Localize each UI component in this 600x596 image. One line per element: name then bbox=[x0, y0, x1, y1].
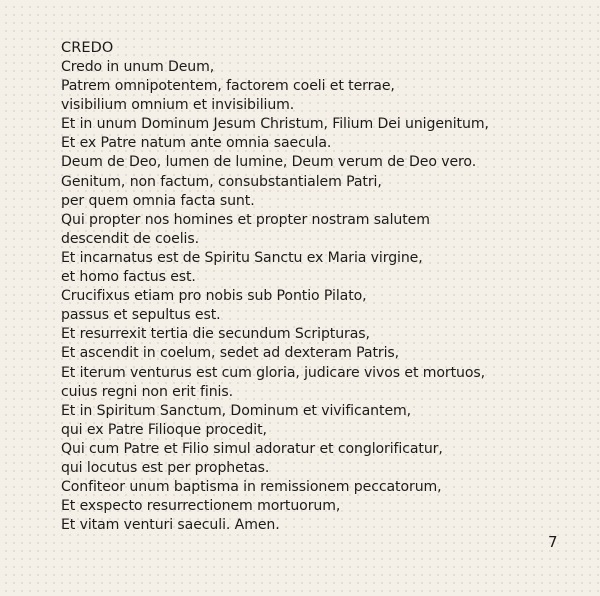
text-line: cuius regni non erit finis. bbox=[61, 383, 233, 400]
text-line: descendit de coelis. bbox=[61, 230, 199, 247]
text-line: Et ascendit in coelum, sedet ad dexteram Patris, bbox=[61, 345, 400, 362]
text-line: Et vitam venturi saeculi. Amen. bbox=[61, 517, 280, 534]
text-line: Deum de Deo, lumen de lumine, Deum verum de Deo vero. bbox=[61, 154, 477, 171]
page-number: 7 bbox=[548, 533, 558, 551]
text-line: Qui propter nos homines et propter nostram salutem bbox=[61, 211, 430, 228]
text-line: visibilium omnium et invisibilium. bbox=[61, 97, 295, 114]
text-line: Et resurrexit tertia die secundum Scripturas, bbox=[61, 326, 370, 343]
text-line: Et iterum venturus est cum gloria, judicare vivos et mortuos, bbox=[61, 364, 486, 381]
text-line: Et exspecto resurrectionem mortuorum, bbox=[61, 498, 341, 515]
text-line: Genitum, non factum, consubstantialem Patri, bbox=[61, 173, 382, 190]
text-line: Et in unum Dominum Jesum Christum, Filium Dei unigenitum, bbox=[61, 116, 489, 133]
text-line: Crucifixus etiam pro nobis sub Pontio Pilato, bbox=[61, 288, 367, 305]
section-heading: CREDO bbox=[61, 40, 114, 56]
text-line: Qui cum Patre et Filio simul adoratur et conglorificatur, bbox=[61, 440, 443, 457]
text-line: per quem omnia facta sunt. bbox=[61, 192, 255, 209]
text-line: Confiteor unum baptisma in remissionem peccatorum, bbox=[61, 479, 442, 496]
text-line: et homo factus est. bbox=[61, 269, 196, 286]
text-line: qui ex Patre Filioque procedit, bbox=[61, 421, 267, 438]
text-line: Et in Spiritum Sanctum, Dominum et vivificantem, bbox=[61, 402, 412, 419]
text-line: Et ex Patre natum ante omnia saecula. bbox=[61, 135, 332, 152]
text-line: qui locutus est per prophetas. bbox=[61, 459, 270, 476]
text-line: passus et sepultus est. bbox=[61, 307, 221, 324]
text-line: Et incarnatus est de Spiritu Sanctu ex Maria virgine, bbox=[61, 249, 423, 266]
text-line: Credo in unum Deum, bbox=[61, 59, 215, 75]
credo-text-block bbox=[61, 39, 581, 535]
text-line: Patrem omnipotentem, factorem coeli et terrae, bbox=[61, 78, 395, 95]
